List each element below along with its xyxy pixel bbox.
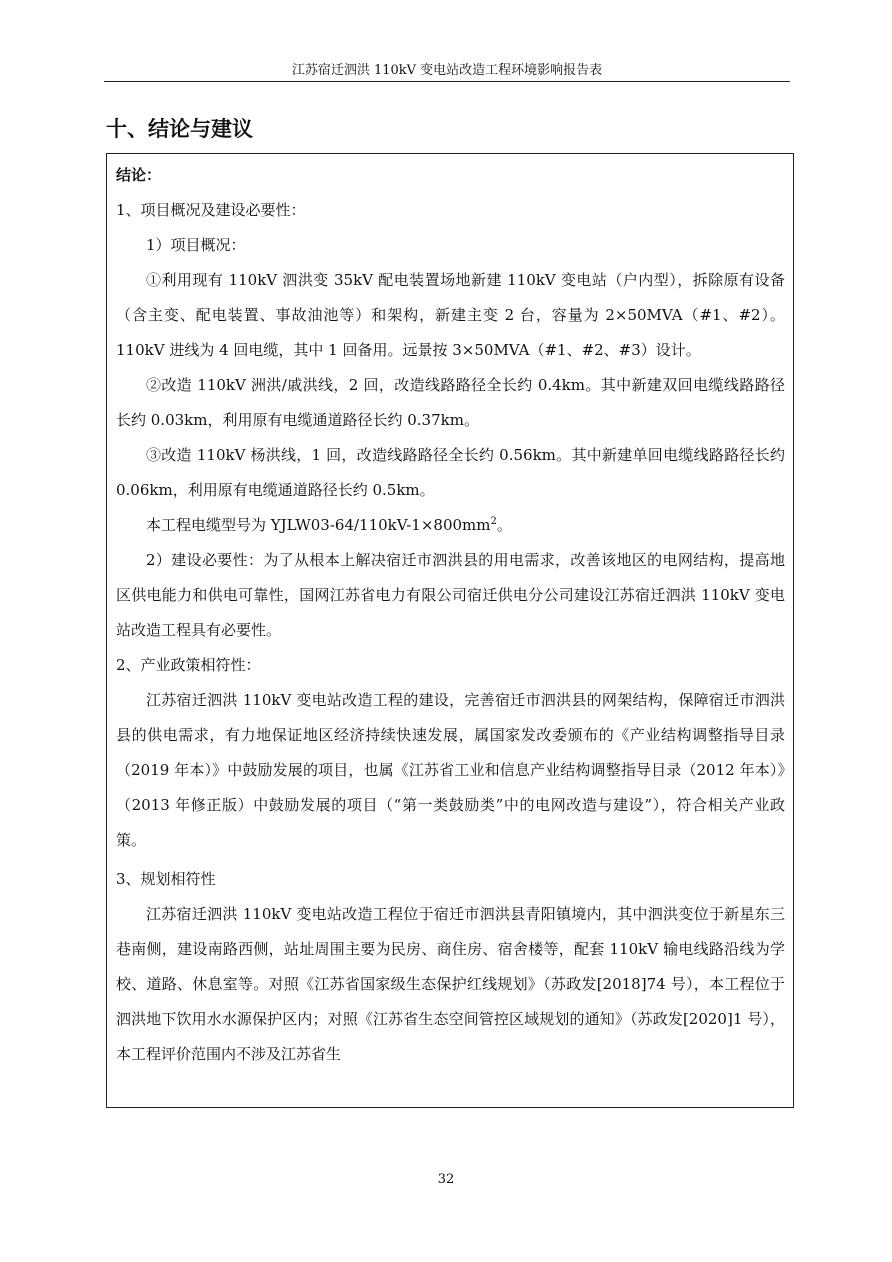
item3-heading: 3、规划相符性 [116, 870, 216, 888]
item1-paragraph-1: ①利用现有 110kV 泗洪变 35kV 配电装置场地新建 110kV 变电站（户内型），拆除原有设备（含主变、配电装置、事故油池等）和架构，新建主变 2 台，容量为 2×50MVA（#1、#2）。110kV 进线为 4 回电缆，其中 1 回备用。远景按 3×50MVA（#1、#2、#3）设计。 [116, 271, 785, 359]
item1-paragraph-3: ③改造 110kV 杨洪线，1 回，改造线路路径全长约 0.56km。其中新建单回电缆线路路径长约 0.06km，利用原有电缆通道路径长约 0.5km。 [116, 446, 785, 499]
conclusion-box [106, 153, 794, 1108]
section-title: 十、结论与建议 [106, 117, 253, 141]
cable-model-paragraph [116, 508, 785, 543]
item1-subheading: 1）项目概况： [146, 236, 246, 254]
item1-paragraph-4: 2）建设必要性：为了从根本上解决宿迁市泗洪县的用电需求，改善该地区的电网结构，提高地区供电能力和供电可靠性，国网江苏省电力有限公司宿迁供电分公司建设江苏宿迁泗洪 110kV 变电站改造工程具有必要性。 [116, 551, 785, 639]
conclusion-label: 结论： [116, 166, 162, 184]
item2-paragraph-1: 江苏宿迁泗洪 110kV 变电站改造工程的建设，完善宿迁市泗洪县的网架结构，保障宿迁市泗洪县的供电需求，有力地保证地区经济持续快速发展，属国家发改委颁布的《产业结构调整指导目录（2019 年本）》中鼓励发展的项目，也属《江苏省工业和信息产业结构调整指导目录（2012 年本）》（2013 年修正版）中鼓励发展的项目（“第一类鼓励类”中的电网改造与建设”），符合相关产业政策。 [116, 691, 785, 849]
cable-model-superscript: 2 [490, 516, 497, 527]
item3-paragraph-1: 江苏宿迁泗洪 110kV 变电站改造工程位于宿迁市泗洪县青阳镇境内，其中泗洪变位于新星东三巷南侧，建设南路西侧，站址周围主要为民房、商住房、宿舍楼等，配套 110kV 输电线路沿线为学校、道路、休息室等。对照《江苏省国家级生态保护红线规划》（苏政发[2018]74 号），本工程位于泗洪地下饮用水水源保护区内；对照《江苏省生态空间管控区域规划的通知》（苏政发[2020]1 号），本工程评价范围内不涉及江苏省生 [116, 905, 785, 1063]
item1-heading: 1、项目概况及建设必要性： [116, 201, 306, 219]
page-header-title: 江苏宿迁泗洪 110kV 变电站改造工程环境影响报告表 [291, 63, 603, 78]
header-divider [104, 81, 790, 82]
page-number: 32 [437, 1172, 455, 1187]
cable-model-text: 本工程电缆型号为 YJLW03-64/110kV-1×800mm [146, 516, 491, 534]
cable-model-end: 。 [496, 516, 512, 534]
item2-heading: 2、产业政策相符性： [116, 656, 261, 674]
item1-paragraph-2: ②改造 110kV 洲洪/戚洪线，2 回，改造线路路径全长约 0.4km。其中新建双回电缆线路路径长约 0.03km，利用原有电缆通道路径长约 0.37km。 [116, 376, 785, 429]
